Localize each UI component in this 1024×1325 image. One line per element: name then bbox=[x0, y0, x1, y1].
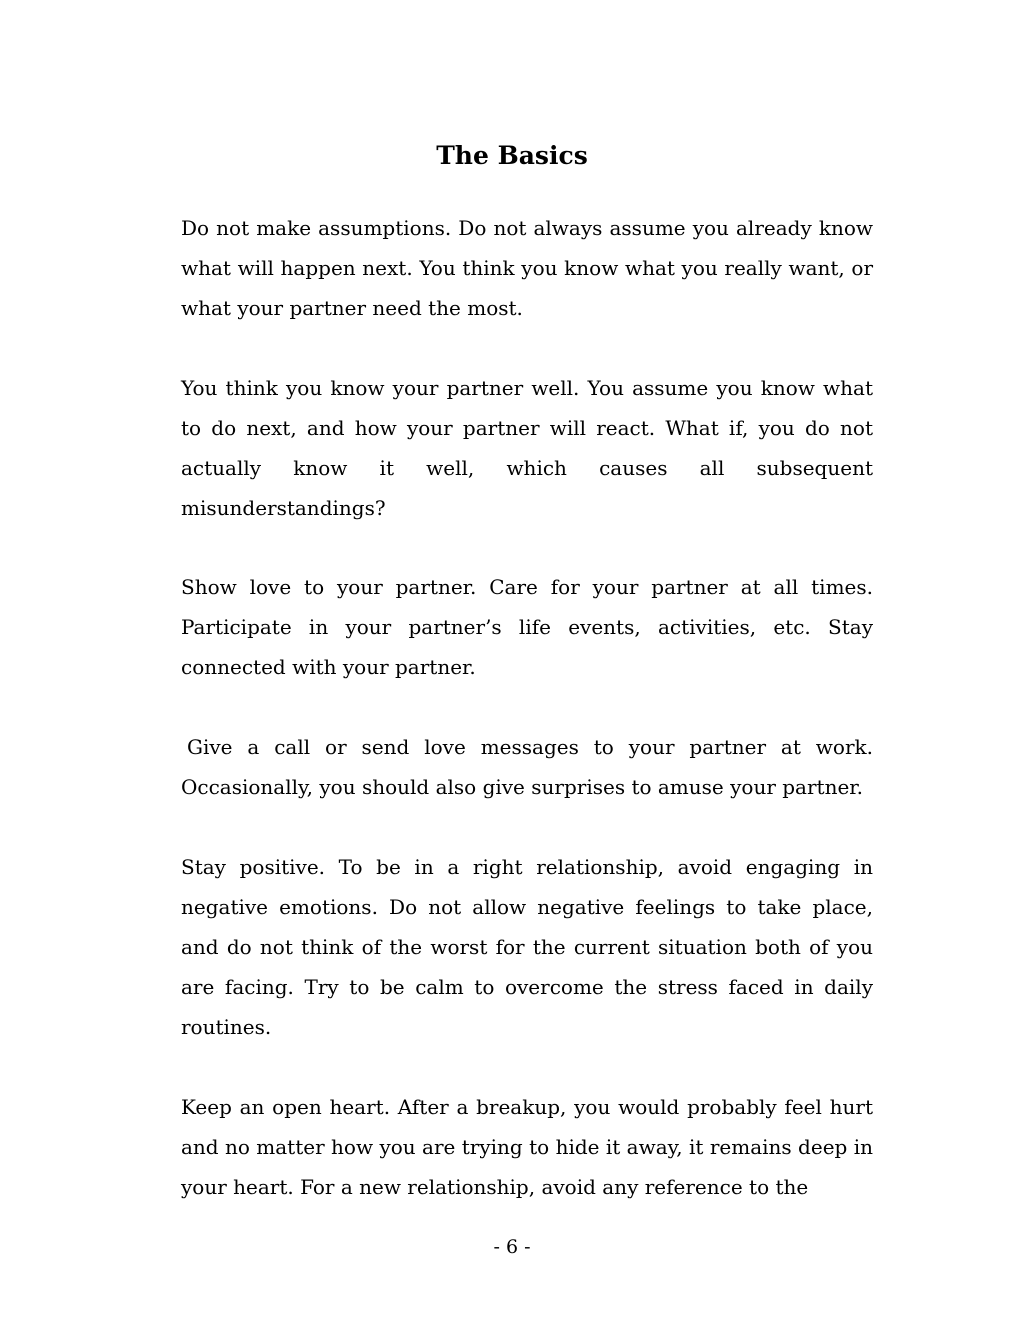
paragraph-give-call: Give a call or send love messages to your partner at work. Occasionally, you should also give surprises to amuse your partner. bbox=[181, 735, 873, 799]
page-title: The Basics bbox=[436, 141, 588, 170]
paragraph-show-love: Show love to your partner. Care for your partner at all times. Participate in your partner’s life events, activities, etc. Stay connected with your partner. bbox=[181, 575, 873, 679]
paragraph-open-heart: Keep an open heart. After a breakup, you would probably feel hurt and no matter how you are trying to hide it away, it remains deep in your heart. For a new relationship, avoid any reference to the bbox=[181, 1095, 873, 1199]
paragraph-know-partner: You think you know your partner well. You assume you know what to do next, and how your partner will react. What if, you do not actually know it well, which causes all subsequent misunderstandings? bbox=[181, 376, 873, 520]
paragraph-stay-positive: Stay positive. To be in a right relationship, avoid engaging in negative emotions. Do not allow negative feelings to take place, and do not think of the worst for the current situation both of you are facing. Try to be calm to overcome the stress faced in daily routines. bbox=[181, 855, 873, 1039]
paragraph-assumptions: Do not make assumptions. Do not always assume you already know what will happen next. You think you know what you really want, or what your partner need the most. bbox=[181, 216, 873, 320]
page-number: - 6 - bbox=[493, 1236, 531, 1258]
